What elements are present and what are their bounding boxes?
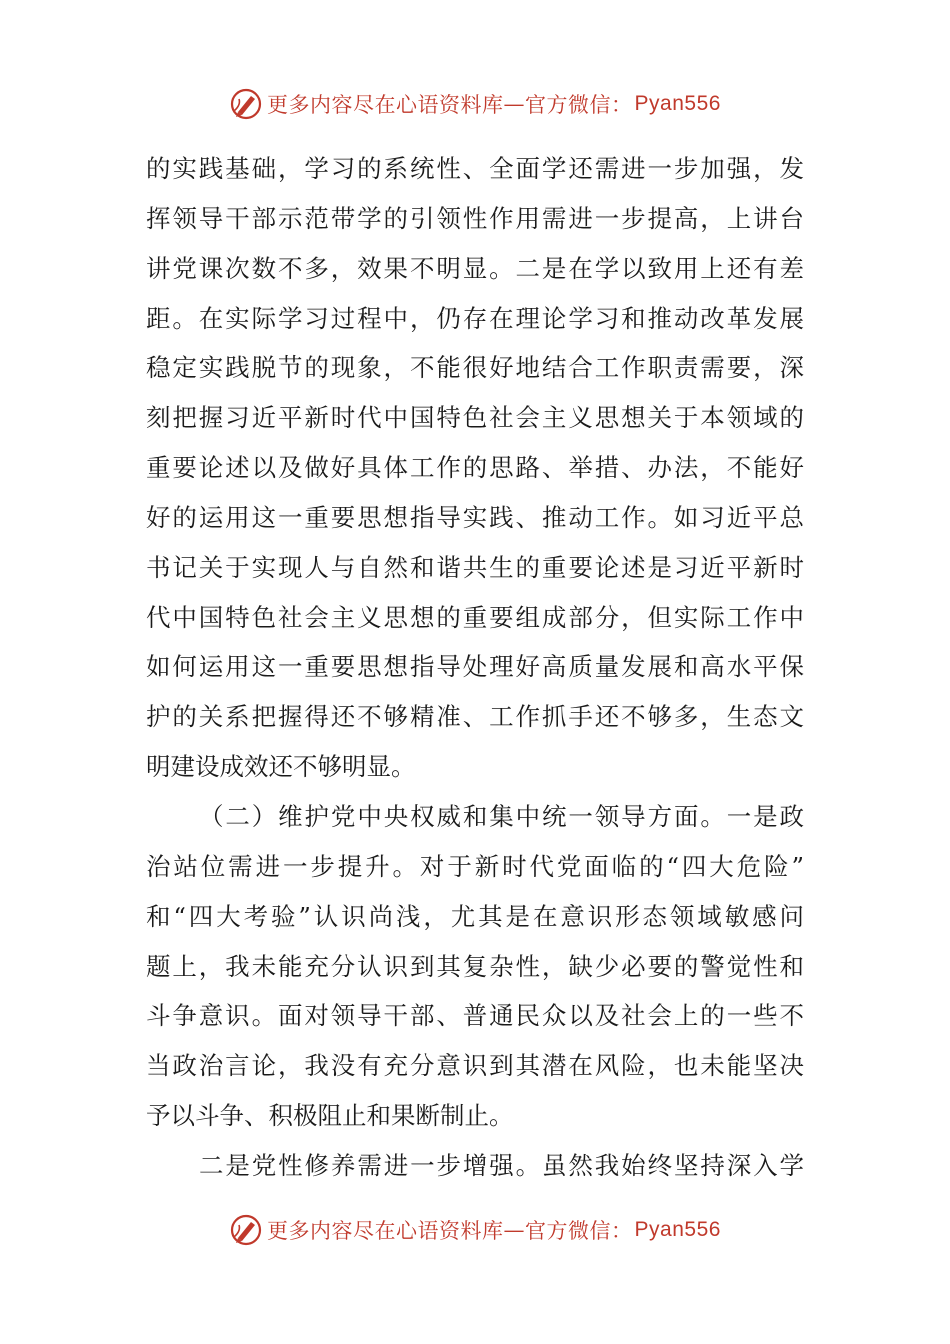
watermark-dash: —	[503, 1218, 526, 1242]
body-line-11: 如何运用这一重要思想指导处理好高质量发展和高水平保	[146, 652, 804, 682]
body-line-15: 治站位需进一步提升。对于新时代党面临的“四大危险”	[146, 851, 804, 881]
body-line-7: 重要论述以及做好具体工作的思路、举措、办法，不能好	[146, 453, 804, 483]
body-line-19: 当政治言论，我没有充分意识到其潜在风险，也未能坚决	[146, 1051, 804, 1081]
body-line-17: 题上，我未能充分认识到其复杂性，缺少必要的警觉性和	[146, 951, 804, 981]
watermark-dash: —	[503, 92, 526, 116]
header-watermark-banner	[0, 84, 950, 124]
body-line-21: 二是党性修养需进一步增强。虽然我始终坚持深入学	[199, 1150, 804, 1180]
watermark-wechat-id: Pyan556	[634, 92, 721, 115]
body-line-13: 明建设成效还不够明显。	[146, 752, 416, 782]
footer-watermark-banner	[0, 1210, 950, 1250]
body-line-3: 讲党课次数不多，效果不明显。二是在学以致用上还有差	[146, 253, 804, 283]
watermark-wechat-label: 官方微信：	[525, 1219, 633, 1243]
body-line-6: 刻把握习近平新时代中国特色社会主义思想关于本领域的	[146, 403, 804, 433]
body-line-2: 挥领导干部示范带学的引领性作用需进一步提高，上讲台	[146, 203, 804, 233]
body-line-4: 距。在实际学习过程中，仍存在理论学习和推动改革发展	[146, 303, 804, 333]
pen-logo-icon	[229, 1213, 263, 1247]
watermark-brand-text: 更多内容尽在心语资料库	[267, 93, 504, 117]
watermark-brand-text: 更多内容尽在心语资料库	[267, 1219, 504, 1243]
watermark-wechat-id: Pyan556	[634, 1218, 721, 1241]
body-line-16: 和“四大考验”认识尚浅，尤其是在意识形态领域敏感问	[146, 901, 804, 931]
body-line-5: 稳定实践脱节的现象，不能很好地结合工作职责需要，深	[146, 353, 804, 383]
pen-logo-icon	[229, 87, 263, 121]
body-line-14: （二）维护党中央权威和集中统一领导方面。一是政	[199, 801, 804, 831]
document-body	[146, 144, 804, 1191]
watermark-wechat-label: 官方微信：	[525, 93, 633, 117]
body-line-12: 护的关系把握得还不够精准、工作抓手还不够多，生态文	[146, 702, 804, 732]
body-line-18: 斗争意识。面对领导干部、普通民众以及社会上的一些不	[146, 1001, 804, 1031]
body-line-8: 好的运用这一重要思想指导实践、推动工作。如习近平总	[146, 502, 804, 532]
body-line-10: 代中国特色社会主义思想的重要组成部分，但实际工作中	[146, 602, 804, 632]
body-line-9: 书记关于实现人与自然和谐共生的重要论述是习近平新时	[146, 552, 804, 582]
body-line-20: 予以斗争、积极阻止和果断制止。	[146, 1101, 514, 1131]
body-line-1: 的实践基础，学习的系统性、全面学还需进一步加强，发	[146, 154, 804, 183]
